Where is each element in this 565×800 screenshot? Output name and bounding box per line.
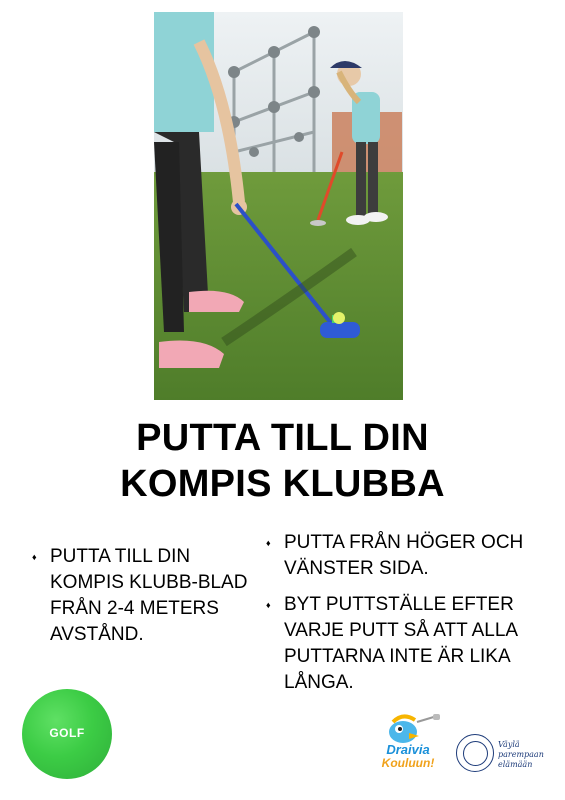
right-instructions xyxy=(266,530,536,706)
logo-text-line-1: Draivia xyxy=(386,742,430,757)
draivia-kouluun-logo xyxy=(373,712,443,774)
title-line-1: PUTTA TILL DIN xyxy=(136,417,429,459)
bird-mascot-icon xyxy=(373,712,443,744)
seal-logo-text: Väylä parempaan elämään xyxy=(498,740,544,769)
left-instructions xyxy=(32,544,257,658)
putting-illustration xyxy=(154,12,403,400)
page-title xyxy=(0,415,565,507)
seal-logo-icon xyxy=(456,734,494,772)
instruction-item: ♦ PUTTA TILL DIN KOMPIS KLUBB-BLAD FRÅN 2-4 METERS AVSTÅND. xyxy=(32,544,257,648)
instruction-item: ♦ BYT PUTTSTÄLLE EFTER VARJE PUTT SÅ ATT ALLA PUTTARNA INTE ÄR LIKA LÅNGA. xyxy=(266,592,536,696)
kids-putting-photo xyxy=(154,12,403,400)
logo-text-line-2: Kouluun! xyxy=(381,756,435,770)
golf-ball-label: GOLF xyxy=(49,726,85,740)
instruction-item: ♦ PUTTA FRÅN HÖGER OCH VÄNSTER SIDA. xyxy=(266,530,536,582)
title-line-2: KOMPIS KLUBBA xyxy=(120,463,445,505)
golf-ball-icon xyxy=(22,689,112,779)
